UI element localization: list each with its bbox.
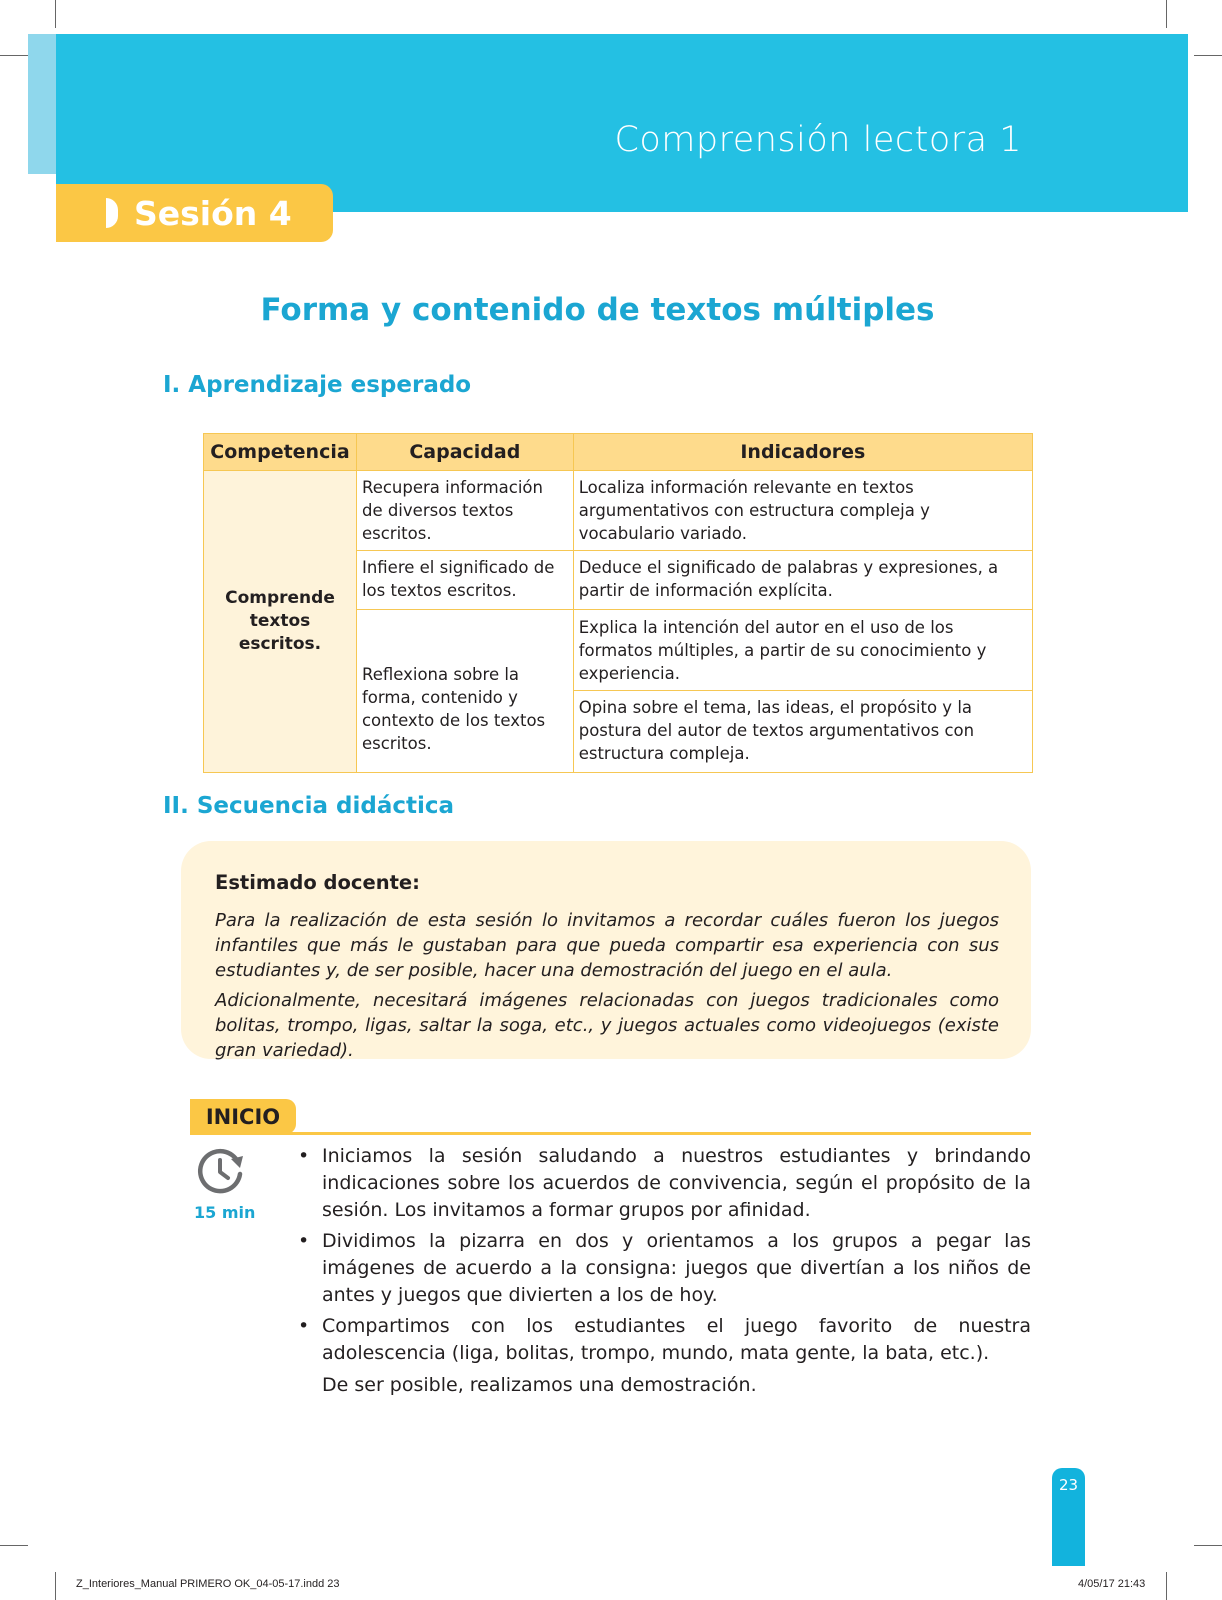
list-item	[296, 1143, 1031, 1224]
capacidad-cell: Reflexiona sobre la forma, contenido y contexto de los textos escritos.	[356, 610, 573, 773]
page-number: 23	[1058, 1476, 1079, 1494]
indicador-cell: Opina sobre el tema, las ideas, el propósito y la postura del autor de textos argumentativos con estructura compleja.	[573, 691, 1032, 773]
inicio-steps-list	[296, 1143, 1031, 1371]
teacher-note-box	[181, 841, 1031, 1059]
header-title: Comprensión lectora 1	[614, 120, 1022, 160]
extra-note: De ser posible, realizamos una demostración.	[322, 1374, 757, 1396]
half-circle-icon	[106, 198, 118, 228]
note-paragraph: Adicionalmente, necesitará imágenes relacionadas con juegos tradicionales como bolitas, trompo, ligas, saltar la soga, etc., y juegos actuales como videojuegos (existe gran variedad).	[215, 990, 999, 1061]
crop-mark	[1166, 1572, 1167, 1600]
section-heading-secuencia: II. Secuencia didáctica	[163, 793, 455, 819]
crop-mark	[55, 1572, 56, 1600]
list-item	[296, 1228, 1031, 1309]
table-header-row	[204, 434, 1033, 471]
table-header-cell: Competencia	[204, 434, 357, 471]
indicador-cell: Localiza información relevante en textos argumentativos con estructura compleja y vocabulario variado.	[573, 471, 1032, 551]
crop-mark	[1194, 1545, 1222, 1546]
clock-icon	[196, 1146, 246, 1196]
list-item	[296, 1313, 1031, 1367]
note-paragraph: Para la realización de esta sesión lo invitamos a recordar cuáles fueron los juegos infantiles que más le gustaban para que pueda compartir esa experiencia con sus estudiantes y, de ser posible, hacer una demostración del juego en el aula.	[215, 910, 999, 981]
slug-date: 4/05/17 21:43	[1078, 1578, 1146, 1590]
page-title: Forma y contenido de textos múltiples	[260, 292, 935, 328]
crop-mark	[0, 1545, 28, 1546]
capacidad-cell: Infiere el significado de los textos escritos.	[356, 551, 573, 610]
crop-mark	[1194, 55, 1222, 56]
duration-label: 15 min	[194, 1203, 256, 1222]
table-header-cell: Indicadores	[573, 434, 1032, 471]
list-item-text: Dividimos la pizarra en dos y orientamos a los grupos a pegar las imágenes de acuerdo a la consigna: juegos que divertían a los niños de antes y juegos que divierten a los de hoy.	[322, 1230, 1031, 1306]
session-tab	[56, 184, 333, 242]
inicio-tab: INICIO	[190, 1099, 296, 1134]
header-side-strip	[28, 34, 56, 174]
crop-mark	[1166, 0, 1167, 28]
list-item-text: Compartimos con los estudiantes el juego favorito de nuestra adolescencia (liga, bolitas, trompo, mundo, mata gente, la bata, etc.).	[322, 1315, 1031, 1364]
table-header-cell: Capacidad	[356, 434, 573, 471]
indicador-cell: Explica la intención del autor en el uso de los formatos múltiples, a partir de su conocimiento y experiencia.	[573, 610, 1032, 691]
bullet-icon: •	[298, 1315, 310, 1337]
section-heading-aprendizaje: I. Aprendizaje esperado	[163, 372, 472, 398]
learning-table	[203, 433, 1033, 773]
list-item-text: Iniciamos la sesión saludando a nuestros estudiantes y brindando indicaciones sobre los acuerdos de convivencia, según el propósito de la sesión. Los invitamos a formar grupos por afinidad.	[322, 1145, 1031, 1221]
slug-file: Z_Interiores_Manual PRIMERO OK_04-05-17.indd 23	[76, 1578, 340, 1590]
capacidad-cell: Recupera información de diversos textos escritos.	[356, 471, 573, 551]
bullet-icon: •	[298, 1145, 310, 1167]
crop-mark	[0, 55, 28, 56]
indicador-cell: Deduce el significado de palabras y expresiones, a partir de información explícita.	[573, 551, 1032, 610]
session-label: Sesión 4	[134, 193, 292, 233]
competencia-cell: Comprende textos escritos.	[204, 471, 357, 773]
table-row	[204, 471, 1033, 551]
bullet-icon: •	[298, 1230, 310, 1252]
inicio-divider	[190, 1132, 1031, 1135]
crop-mark	[55, 0, 56, 28]
note-title: Estimado docente:	[215, 871, 420, 894]
